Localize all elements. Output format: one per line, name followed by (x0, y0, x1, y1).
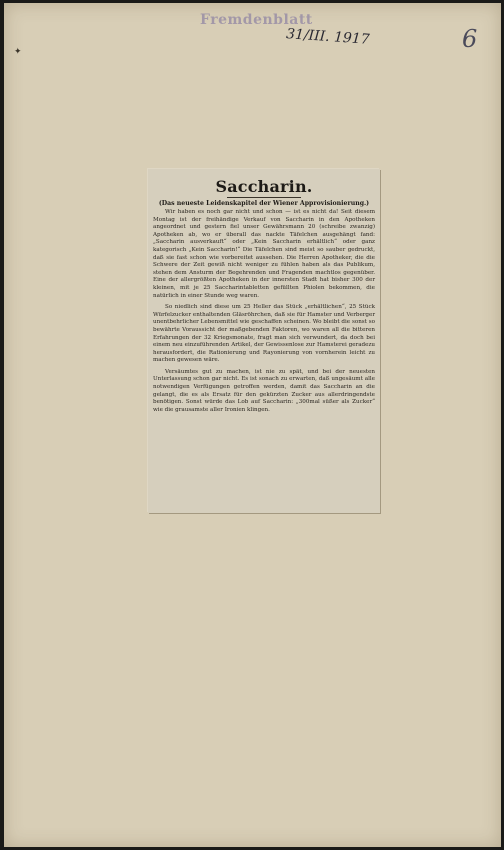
newspaper-name-stamp: Fremdenblatt (200, 12, 313, 28)
article-subtitle: (Das neueste Leidenskapitel der Wiener Approvisionierung.) (158, 200, 370, 207)
handwritten-page-number: 6 (462, 25, 478, 53)
title-underline (227, 197, 301, 198)
margin-mark: ✦ (14, 47, 22, 57)
article-title: Saccharin. (215, 177, 313, 196)
article-paragraph-1: Wir haben es noch gar nicht und schon — ist es nicht da! Seit diesem Montag ist der freihändige Verkauf von Saccharin in den Apotheken angeordnet und gestern fiel unser Gewährsmann 20 (schreibe zwanzig) Apotheken ab, wo er überall das nackte Täfelchen ausgehängt fand: „Saccharin ausverkauft“ oder „Kein Saccharin erhältlich“ oder ganz kategorisch „Kein Saccharin!“ Die Täfelchen sind meist so sauber gedruckt, daß sie fast schon wie vorbereitet aussehen. Die Herren Apotheker, die die Schwere der Zeit gewiß nicht weniger zu fühlen haben als das Publikum, stehen dem Ansturm der Begehrenden und Fragenden machtlos gegenüber. Eine der allergrößten Apotheken in der innersten Stadt hat bisher 300 der kleinen, mit je 25 Saccharintabletten gefüllten Phiolen bekommen, die natürlich in einer Stunde weg waren. (153, 209, 375, 299)
newspaper-clipping (148, 169, 380, 513)
handwritten-date: 31/III. 1917 (285, 26, 371, 48)
article-paragraph-2: So niedlich sind diese um 25 Heller das Stück „erhältlichen“, 25 Stück Würfelzucker enthaltenden Gläsröhrchen, daß sie für Hamster und Verberger unentbehrlicher Lebensmittel wie geschaffen scheinen. Wo bleibt die sonst so bewährte Voraussicht der maßgebenden Faktoren, wo waren all die bitteren Erfahrungen der 32 Kriegsmonate, fragt man sich verwundert, da doch bei einem neu einzuführenden Artikel, der Gewissenlose zur Hamsterei geradezu herausfordert, die Rationierung und Rayonierung von vornherein leicht zu machen gewesen wäre. (153, 304, 375, 364)
archive-sheet (4, 3, 501, 847)
article-paragraph-3: Versäumtes gut zu machen, ist nie zu spät, und bei der neuesten Unterlassung schon gar nicht. Es ist sonach zu erwarten, daß ungesäumt alle notwendigen Verfügungen getroffen werden, damit das Saccharin an die gelangt, die es als Ersatz für den gekürzten Zucker aus allerdringendste benötigen. Sonst würde das Lob auf Saccharin: „300mal süßer als Zucker“ wie die grausamste aller Ironien klingen. (153, 368, 375, 413)
